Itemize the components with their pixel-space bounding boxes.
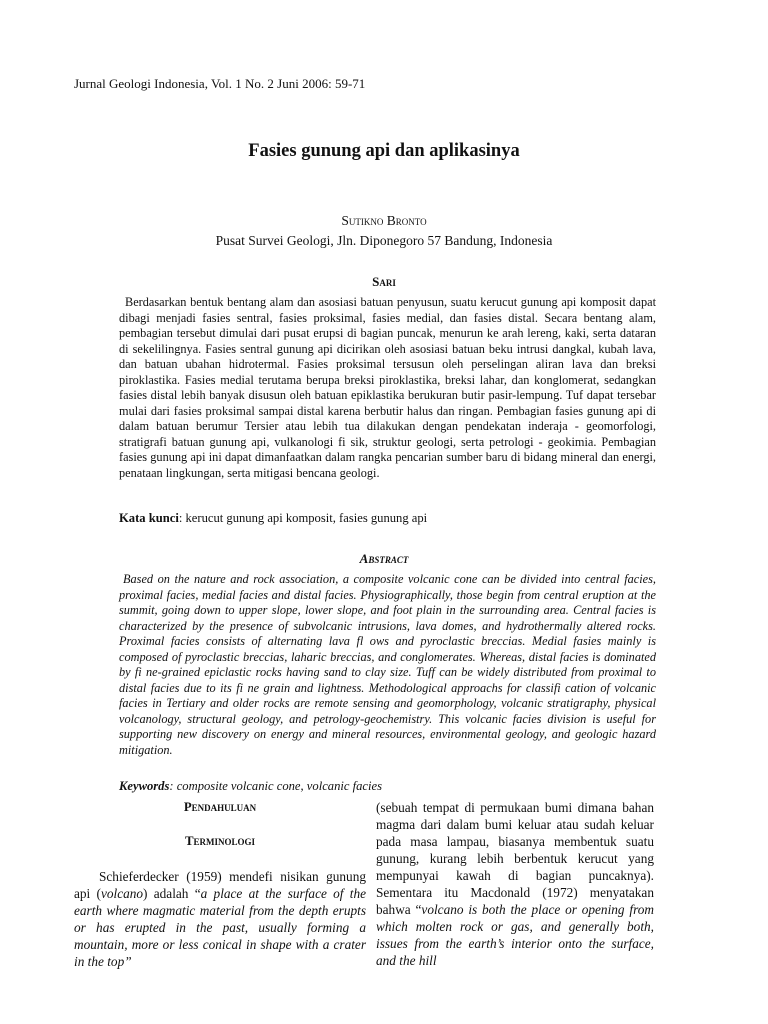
left-para-volcano: volcano	[100, 886, 144, 902]
journal-citation: Jurnal Geologi Indonesia, Vol. 1 No. 2 Juni 2006: 59-71	[74, 76, 366, 91]
body-left-column	[74, 799, 366, 970]
author-name: Sutikno Bronto	[341, 213, 427, 228]
section-heading-pendahuluan: Pendahuluan	[183, 800, 257, 814]
abstract-keywords-label: Keywords	[119, 779, 170, 793]
sari-keywords-label: Kata kunci	[119, 511, 179, 525]
right-para-quote: volcano is both the place or opening from which molten rock or gas, and generally both, issues from the earth’s interior onto the surface, and the hill	[376, 902, 654, 969]
sari-heading: Sari	[372, 274, 396, 289]
article-title: Fasies gunung api dan aplikasinya	[248, 141, 520, 161]
abstract-keywords-value: : composite volcanic cone, volcanic facies	[169, 779, 382, 793]
abstract-text: Based on the nature and rock association, a composite volcanic cone can be divided into central facies, proximal facies, medial facies and distal facies. Physiographically, those begin from central eruption at the summit, going down to upper slope, lower slope, and foot plain in the surrounding area. Central facies is characterized by the presence of subvolcanic intrusions, lava domes, and hydrothermally altered rocks. Proximal facies consists of alternating lava fl ows and pyroclastic breccias. Medial fasies mainly is composed of pyroclastic breccias, laharic breccias, and conglomerates. Whereas, distal facies is dominated by fi ne-grained epiclastic rocks having sand to clay size. Tuff can be widely distributed from proximal to distal facies due to its fi ne grain and lightness. Methodological approachs for classifi cation of volcanic facies in Tertiary and older rocks are remote sensing and geomorphology, volcanic stratigraphy, physical volcanology, structural geology, and petrology-geochemistry. This volcanic facies division is useful for supporting new discovery on energy and mineral resources, environmental geology, and geologic hazard mitigation.	[119, 572, 656, 758]
left-para-quote: a place at the surface of the earth where magmatic material from the depth erupts or has erupted in the past, usually forming a mountain, more or less conical in shape with a crater in the top”	[74, 886, 366, 970]
abstract-keywords	[119, 778, 656, 794]
right-para-text-1: (sebuah tempat di permukaan bumi dimana bahan magma dari dalam bumi keluar atau sudah keluar pada masa lampau, biasanya membentuk suatu gunung, kurang lebih berbentuk kerucut yang mempunyai kawah di bagian puncaknya). Sementara itu Macdonald (1972) menyatakan bahwa “	[376, 800, 654, 918]
body-paragraph-left	[74, 868, 366, 970]
section-heading-terminologi: Terminologi	[184, 834, 256, 848]
left-para-text-2: ) adalah “	[143, 886, 201, 902]
sari-keywords	[119, 510, 656, 526]
body-paragraph-right	[376, 799, 654, 969]
sari-text: Berdasarkan bentuk bentang alam dan asosiasi batuan penyusun, suatu kerucut gunung api komposit dapat dibagi menjadi fasies sentral, fasies proksimal, fasies medial, dan fasies distal. Secara bentang alam, pembagian tersebut dimulai dari pusat erupsi di bagian puncak, menurun ke arah lereng, kaki, serta dataran di sekelilingnya. Fasies sentral gunung api dicirikan oleh asosiasi batuan beku intrusi dangkal, kubah lava, dan batuan ubahan hidrotermal. Fasies proksimal tersusun oleh perselingan aliran lava dan breksi piroklastika. Fasies medial terutama berupa breksi piroklastika, breksi lahar, dan konglomerat, sedangkan fasies distal lebih banyak disusun oleh batuan epiklastika berukuran butir pasir-lempung. Tuf dapat tersebar mulai dari fasies proksimal sampai distal karena berbutir halus dan ringan. Pembagian fasies gunung api di dalam batuan berumur Tersier atau lebih tua dilakukan dengan pendekatan inderaja - geomorfologi, stratigrafi batuan gunung api, vulkanologi fi sik, struktur geologi, serta petrologi - geokimia. Pembagian fasies gunung api ini dapat dimanfaatkan dalam rangka pencarian sumber baru di bidang mineral dan energi, penataan lingkungan, serta mitigasi bencana geologi.	[119, 295, 656, 481]
abstract-heading: Abstract	[359, 551, 409, 566]
body-right-column	[376, 799, 654, 969]
author-affiliation: Pusat Survei Geologi, Jln. Diponegoro 57 Bandung, Indonesia	[215, 233, 553, 248]
left-para-text-1: Schieferdecker (1959) mendefi nisikan gunung api (	[74, 869, 366, 902]
sari-keywords-value: : kerucut gunung api komposit, fasies gunung api	[178, 511, 428, 525]
